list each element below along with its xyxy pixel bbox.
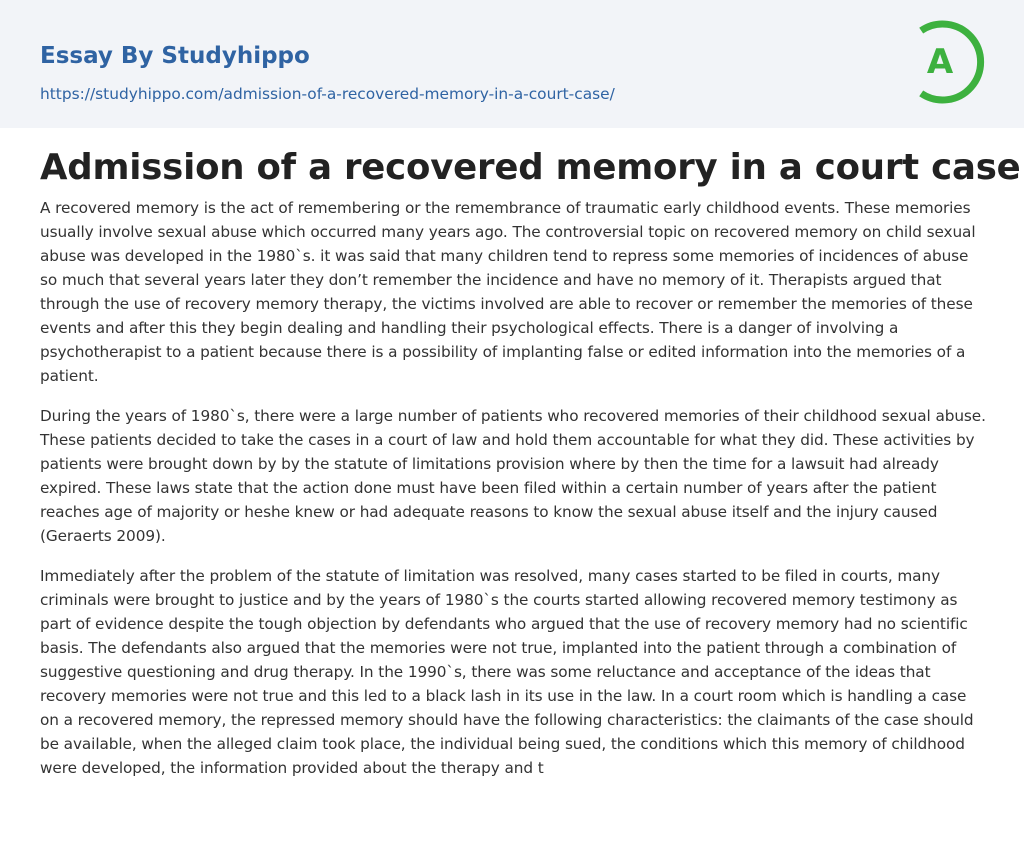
article-paragraph-2: During the years of 1980`s, there were a large number of patients who recovered memories of their childhood sexual abuse. These patients decided to take the cases in a court of law and hold them accountable for what they did. These activities by patients were brought down by by the statute of limitations provision where by then the time for a lawsuit had already expired. These laws state that the action done must have been filed within a certain number of years after the patient reaches age of majority or heshe knew or had adequate reasons to know the sexual abuse itself and the injury caused (Geraerts 2009). — [40, 407, 986, 545]
logo-ring-icon — [913, 20, 985, 104]
site-brand[interactable]: Essay By Studyhippo — [40, 43, 310, 69]
article-paragraph-3: Immediately after the problem of the statute of limitation was resolved, many cases started to be filed in courts, many criminals were brought to justice and by the years of 1980`s the courts started allowing recovered memory testimony as part of evidence despite the tough objection by defendants who argued that the use of recovery memory had no scientific basis. The defendants also argued that the memories were not true, implanted into the patient through a combination of suggestive questioning and drug therapy. In the 1990`s, there was some reluctance and acceptance of the ideas that recovery memories were not true and this led to a black lash in its use in the law. In a court room which is handling a case on a recovered memory, the repressed memory should have the following characteristics: the claimants of the case should be available, when the alleged claim took place, the individual being sued, the conditions which this memory of childhood were developed, the information provided about the therapy and t — [40, 567, 974, 777]
site-header — [0, 0, 1024, 128]
article-content — [40, 128, 1021, 796]
article-url-link[interactable]: https://studyhippo.com/admission-of-a-recovered-memory-in-a-court-case/ — [40, 85, 615, 103]
page-title: Admission of a recovered memory in a court case — [40, 147, 1021, 188]
studyhippo-logo[interactable] — [913, 20, 985, 104]
logo-letter: A — [926, 42, 954, 82]
article-paragraph-1: A recovered memory is the act of remembering or the remembrance of traumatic early childhood events. These memories usually involve sexual abuse which occurred many years ago. The controversial topic on recovered memory on child sexual abuse was developed in the 1980`s. it was said that many children tend to repress some memories of incidences of abuse so much that several years later they don’t remember the incidence and have no memory of it. Therapists argued that through the use of recovery memory therapy, the victims involved are able to recover or remember the memories of these events and after this they begin dealing and handling their psychological effects. There is a danger of involving a psychotherapist to a patient because there is a possibility of implanting false or edited information into the memories of a patient. — [40, 199, 976, 385]
